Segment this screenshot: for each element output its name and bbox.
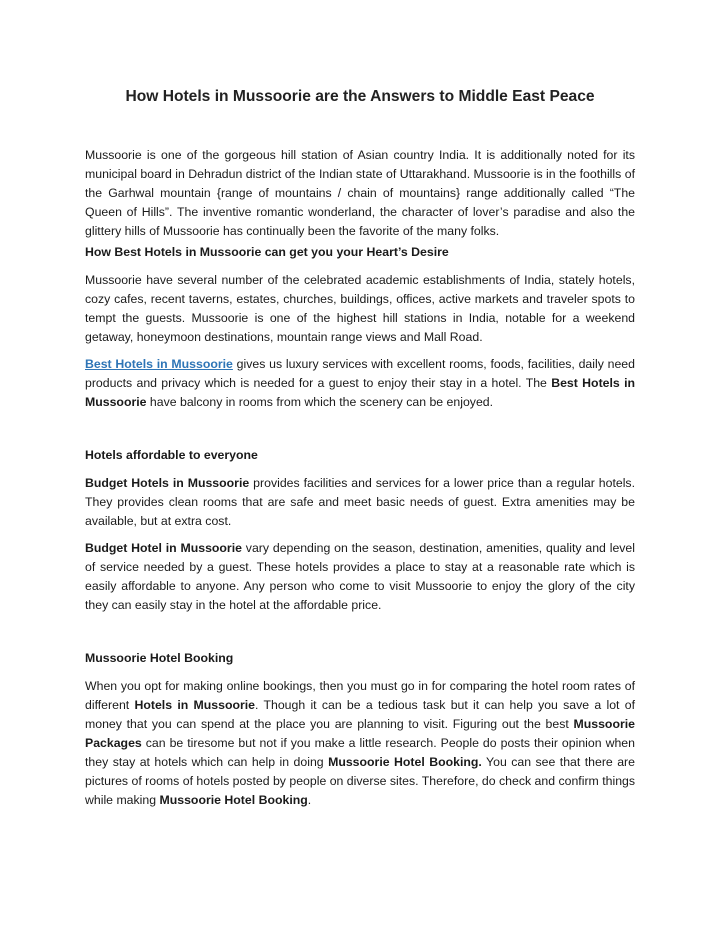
paragraph-budget-hotels (85, 474, 635, 531)
paragraph-mussoorie-establishments: Mussoorie have several number of the celebrated academic establishments of India, stately hotels, cozy cafes, recent taverns, estates, churches, buildings, offices, active markets and traveler spots to tempt the guests. Mussoorie is one of the highest hill stations in India, notable for a weekend getaway, honeymoon destinations, mountain range views and Mall Road. (85, 273, 635, 344)
paragraph-best-hotels (85, 355, 635, 412)
text-span: vary depending on the season, destination, amenities, quality and level of service needed by a guest. These hotels provides a place to stay at a reasonable rate which is easily affordable to anyone. Any person who come to visit Mussoorie to enjoy the glory of the city they can easily stay in the hotel at the affordable price. (85, 541, 635, 612)
bold-text: Hotels in Mussoorie (134, 698, 256, 712)
bold-text: Mussoorie Hotel Booking (159, 793, 308, 807)
bold-text: Budget Hotels in Mussoorie (85, 476, 250, 490)
section-heading-affordable: Hotels affordable to everyone (85, 448, 258, 462)
text-span: can be tiresome but not if you make a little research. People do posts their opinion when they stay at hotels which can help in doing (85, 736, 635, 769)
paragraph-budget-hotel-pricing (85, 539, 635, 615)
section-heading-best-hotels: How Best Hotels in Mussoorie can get you your Heart’s Desire (85, 245, 449, 259)
bold-text: Mussoorie Packages (85, 717, 635, 750)
bold-text: Budget Hotel in Mussoorie (85, 541, 242, 555)
text-span: . (307, 793, 312, 807)
bold-text: Best Hotels in Mussoorie (85, 376, 635, 409)
page-title: How Hotels in Mussoorie are the Answers to Middle East Peace (125, 88, 595, 105)
text-span: . Though it can be a tedious task but it can help you save a lot of money that you can spend at the place you are planning to visit. Figuring out the best (85, 698, 635, 731)
text-span: When you opt for making online bookings, then you must go in for comparing the hotel room rates of different (85, 679, 635, 712)
intro-paragraph: Mussoorie is one of the gorgeous hill station of Asian country India. It is additionally noted for its municipal board in Dehradun district of the Indian state of Uttarakhand. Mussoorie is in the foothills of the Garhwal mountain {range of mountains / chain of mountains} range additionally called “The Queen of Hills”. The inventive romantic wonderland, the character of lover’s paradise and also the glittery hills of Mussoorie has continually been the favorite of the many folks. (85, 148, 635, 238)
text-span: provides facilities and services for a lower price than a regular hotels. They provides clean rooms that are safe and meet basic needs of guest. Extra amenities may be available, but at extra cost. (85, 476, 635, 528)
bold-text: Mussoorie Hotel Booking. (328, 755, 482, 769)
text-span: You can see that there are pictures of rooms of hotels posted by people on diverse sites. Therefore, do check and confirm things while making (85, 755, 636, 807)
section-heading-booking: Mussoorie Hotel Booking (85, 651, 234, 665)
best-hotels-link[interactable]: Best Hotels in Mussoorie (85, 357, 233, 371)
text-span: have balcony in rooms from which the scenery can be enjoyed. (146, 395, 494, 409)
paragraph-hotel-booking (85, 677, 635, 810)
text-span: gives us luxury services with excellent rooms, foods, facilities, daily need products and privacy which is needed for a guest to enjoy their stay in a hotel. The (85, 357, 635, 390)
